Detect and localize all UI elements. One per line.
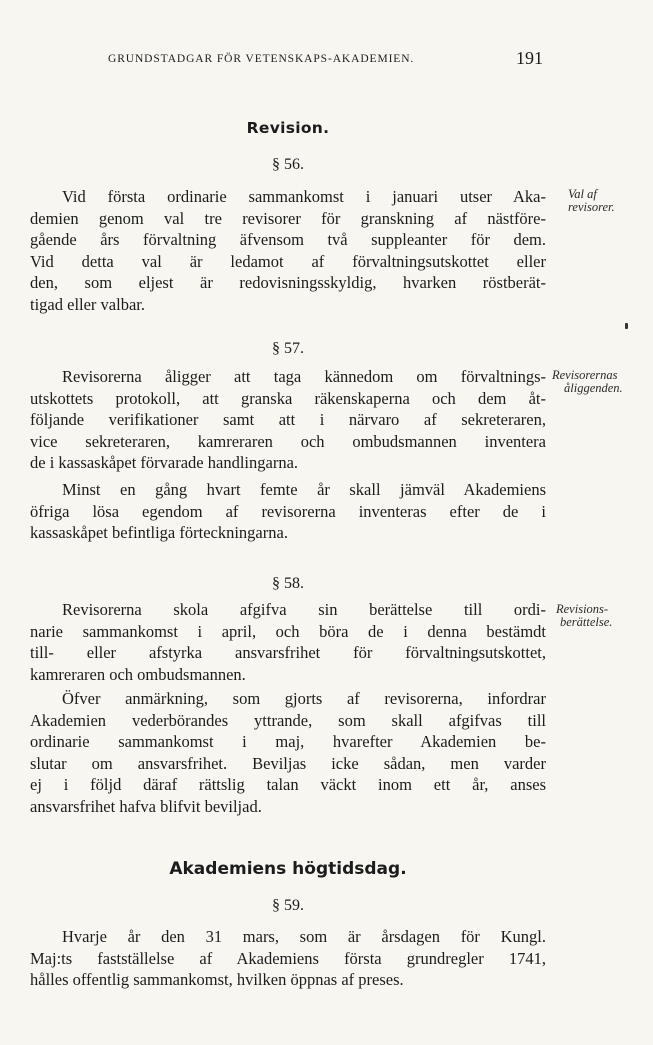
margin-note-56	[568, 188, 653, 214]
margin-note-line: åliggenden.	[564, 381, 623, 395]
paragraph-58-2	[30, 688, 546, 817]
margin-note-57	[552, 369, 647, 395]
margin-note-58	[556, 603, 651, 629]
text-line: Hvarje år den 31 mars, som är årsdagen för Kungl.	[62, 927, 546, 946]
text-line: till- eller afstyrka ansvarsfrihet för förvaltningsutskottet,	[30, 643, 546, 662]
text-line: Öfver anmärkning, som gjorts af revisorerna, infordrar	[62, 689, 546, 708]
print-speck	[625, 323, 628, 329]
text-line: kassaskåpet befintliga förteckningarna.	[30, 523, 288, 542]
margin-note-line: berättelse.	[560, 615, 613, 629]
margin-note-line: Revisions-	[556, 602, 609, 616]
text-line: ej i följd däraf rättslig talan väckt inom ett år, anses	[30, 775, 546, 794]
text-line: hålles offentlig sammankomst, hvilken öppnas af preses.	[30, 970, 404, 989]
section-number-59: § 59.	[272, 897, 304, 914]
text-line: kamreraren och ombudsmannen.	[30, 664, 246, 684]
text-line: Vid detta val är ledamot af förvaltningsutskottet eller	[30, 251, 546, 271]
paragraph-58-1	[30, 599, 546, 685]
running-title: GRUNDSTADGAR FÖR VETENSKAPS-AKADEMIEN.	[108, 53, 415, 65]
text-line: narie sammankomst i april, och böra de i denna bestämdt	[30, 621, 546, 641]
section-heading-revision: Revision.	[246, 119, 330, 137]
text-line: ordinarie sammankomst i maj, hvarefter Akademien be-	[30, 732, 546, 751]
text-line: följande verifikationer samt att i närvaro af sekreteraren,	[30, 410, 546, 429]
paragraph-59-1	[30, 926, 546, 991]
text-line: vice sekreteraren, kamreraren och ombudsmannen inventera	[30, 431, 546, 451]
section-number-56: § 56.	[272, 156, 304, 173]
section-number-57: § 57.	[272, 340, 304, 357]
text-line: Minst en gång hvart femte år skall jämväl Akademiens	[62, 480, 546, 499]
text-line: öfriga lösa egendom af revisorerna inventeras efter de i	[30, 501, 546, 521]
paragraph-56-1	[30, 186, 546, 315]
margin-note-line: Revisorernas	[552, 368, 618, 382]
text-line: Revisorerna åligger att taga kännedom om förvaltnings-	[62, 367, 546, 386]
text-line: de i kassaskåpet förvarade handlingarna.	[30, 453, 299, 472]
text-line: Akademien vederbörandes yttrande, som skall afgifvas till	[30, 710, 546, 730]
text-line: gående års förvaltning äfvensom två suppleanter för dem.	[30, 230, 546, 249]
paragraph-57-1	[30, 366, 546, 474]
margin-note-line: Val af	[568, 187, 597, 201]
page-number: 191	[516, 48, 543, 68]
text-line: Vid första ordinarie sammankomst i januari utser Aka-	[62, 187, 546, 206]
text-line: tigad eller valbar.	[30, 294, 145, 314]
section-number-58: § 58.	[272, 575, 304, 592]
section-heading-hogtidsdag: Akademiens högtidsdag.	[169, 859, 407, 879]
text-line: den, som eljest är redovisningsskyldig, hvarken röstberät-	[30, 273, 546, 292]
text-line: demien genom val tre revisorer för granskning af nästföre-	[30, 208, 546, 228]
text-line: Revisorerna skola afgifva sin berättelse till ordi-	[62, 600, 546, 619]
text-line: utskottets protokoll, att granska räkenskaperna och dem åt-	[30, 388, 546, 408]
paragraph-57-2	[30, 479, 546, 544]
text-line: Maj:ts fastställelse af Akademiens första grundregler 1741,	[30, 948, 546, 968]
text-line: slutar om ansvarsfrihet. Beviljas icke sådan, men varder	[30, 753, 546, 773]
page-header	[108, 48, 543, 70]
margin-note-line: revisorer.	[568, 200, 615, 214]
text-line: ansvarsfrihet hafva blifvit beviljad.	[30, 796, 262, 816]
